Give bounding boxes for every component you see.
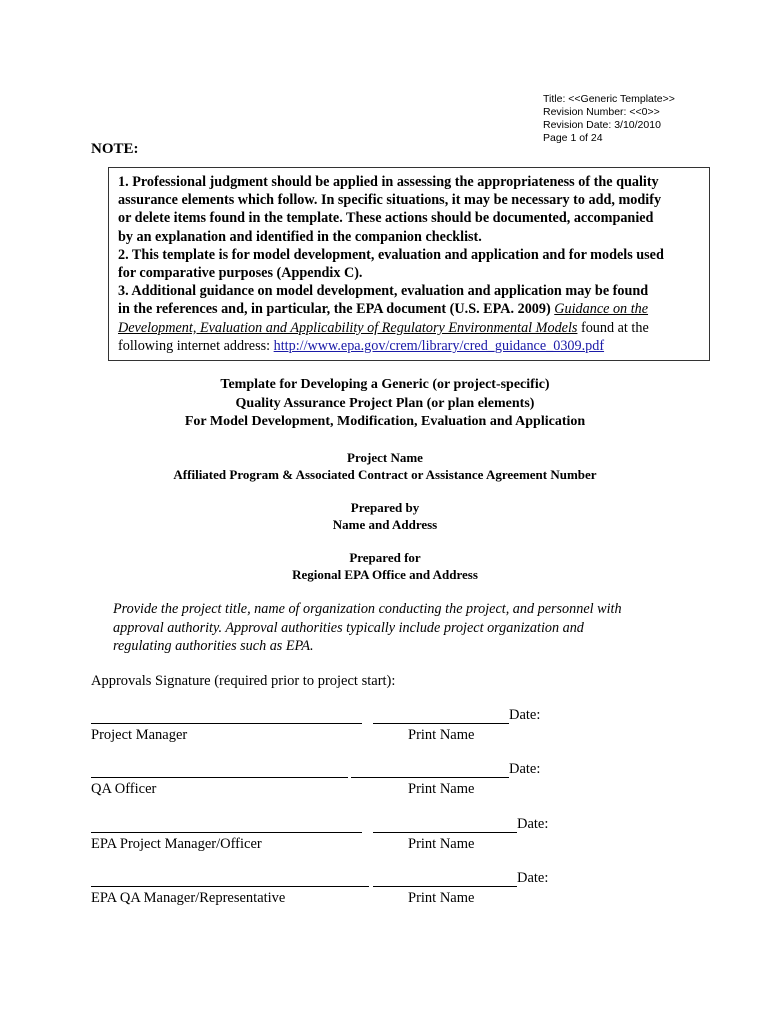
signer-role: EPA Project Manager/Officer <box>91 836 262 852</box>
guidance-title-part2: Development, Evaluation and Applicability of Regulatory Environmental Models <box>118 319 578 336</box>
prepared-for-block <box>0 549 770 583</box>
note-label: NOTE: <box>91 141 139 157</box>
print-name-label: Print Name <box>408 836 475 852</box>
template-title-line2: Quality Assurance Project Plan (or plan elements) <box>235 395 535 411</box>
instructions-line: Provide the project title, name of organization conducting the project, and personnel with <box>113 601 622 617</box>
prepared-by-label: Prepared by <box>350 500 420 515</box>
note-line: in the references and, in particular, the EPA document (U.S. EPA. 2009) <box>118 301 555 318</box>
prepared-by-block <box>0 499 770 533</box>
document-header <box>543 93 675 145</box>
note-box <box>108 167 710 361</box>
date-label: Date: <box>517 816 549 832</box>
instructions-paragraph <box>113 600 683 656</box>
note-line: or delete items found in the template. These actions should be documented, accompanied <box>118 210 654 227</box>
project-block <box>0 449 770 483</box>
signer-role: QA Officer <box>91 781 157 797</box>
note-line: 3. Additional guidance on model development, evaluation and application may be found <box>118 283 649 300</box>
note-line: for comparative purposes (Appendix C). <box>118 265 363 282</box>
date-label: Date: <box>509 761 541 777</box>
print-name-label: Print Name <box>408 890 475 906</box>
note-line-address <box>118 337 701 355</box>
signer-role: Project Manager <box>91 727 188 743</box>
guidance-title-part1: Guidance on the <box>554 301 649 318</box>
project-name: Project Name <box>347 450 423 465</box>
signature-line[interactable] <box>91 763 348 778</box>
print-name-line[interactable] <box>373 709 509 724</box>
affiliated-program: Affiliated Program & Associated Contract or Assistance Agreement Number <box>173 467 597 482</box>
prepared-for-value: Regional EPA Office and Address <box>292 567 478 582</box>
date-label: Date: <box>509 707 541 723</box>
signature-line[interactable] <box>91 818 362 833</box>
signature-row-epa-qa-manager <box>0 872 770 912</box>
note-line: assurance elements which follow. In specific situations, it may be necessary to add, modify <box>118 192 662 209</box>
print-name-line[interactable] <box>373 818 517 833</box>
note-line-guidance <box>118 319 701 337</box>
header-title: Title: <<Generic Template>> <box>543 93 675 105</box>
print-name-label: Print Name <box>408 727 475 743</box>
note-line: by an explanation and identified in the companion checklist. <box>118 228 482 245</box>
signature-row-project-manager <box>0 709 770 749</box>
print-name-line[interactable] <box>351 763 509 778</box>
template-title-line3: For Model Development, Modification, Evaluation and Application <box>184 414 586 429</box>
approvals-label: Approvals Signature (required prior to project start): <box>91 673 396 689</box>
instructions-line: approval authority. Approval authorities typically include project organization and <box>113 619 584 636</box>
found-at-text: found at the <box>577 319 649 336</box>
signature-row-qa-officer <box>0 763 770 803</box>
print-name-label: Print Name <box>408 781 475 797</box>
guidance-url-link[interactable]: http://www.epa.gov/crem/library/cred_guidance_0309.pdf <box>273 337 605 354</box>
note-line: 1. Professional judgment should be applied in assessing the appropriateness of the quality <box>118 174 659 190</box>
header-revision-number: Revision Number: <<0>> <box>543 106 660 118</box>
note-line: 2. This template is for model development, evaluation and application and for models used <box>118 246 664 263</box>
following-text: following internet address: <box>118 337 274 354</box>
instructions-line: regulating authorities such as EPA. <box>113 638 314 654</box>
signature-row-epa-project-manager <box>0 818 770 858</box>
prepared-for-label: Prepared for <box>349 550 421 565</box>
print-name-line[interactable] <box>373 872 517 887</box>
header-revision-date: Revision Date: 3/10/2010 <box>543 119 661 131</box>
template-title-line1: Template for Developing a Generic (or project-specific) <box>220 377 550 392</box>
signature-line[interactable] <box>91 872 369 887</box>
header-page-number: Page 1 of 24 <box>543 132 603 144</box>
signer-role: EPA QA Manager/Representative <box>91 890 286 906</box>
signature-line[interactable] <box>91 709 362 724</box>
date-label: Date: <box>517 870 549 886</box>
note-line-reference <box>118 300 701 318</box>
prepared-by-value: Name and Address <box>332 517 438 532</box>
template-title <box>0 376 770 432</box>
